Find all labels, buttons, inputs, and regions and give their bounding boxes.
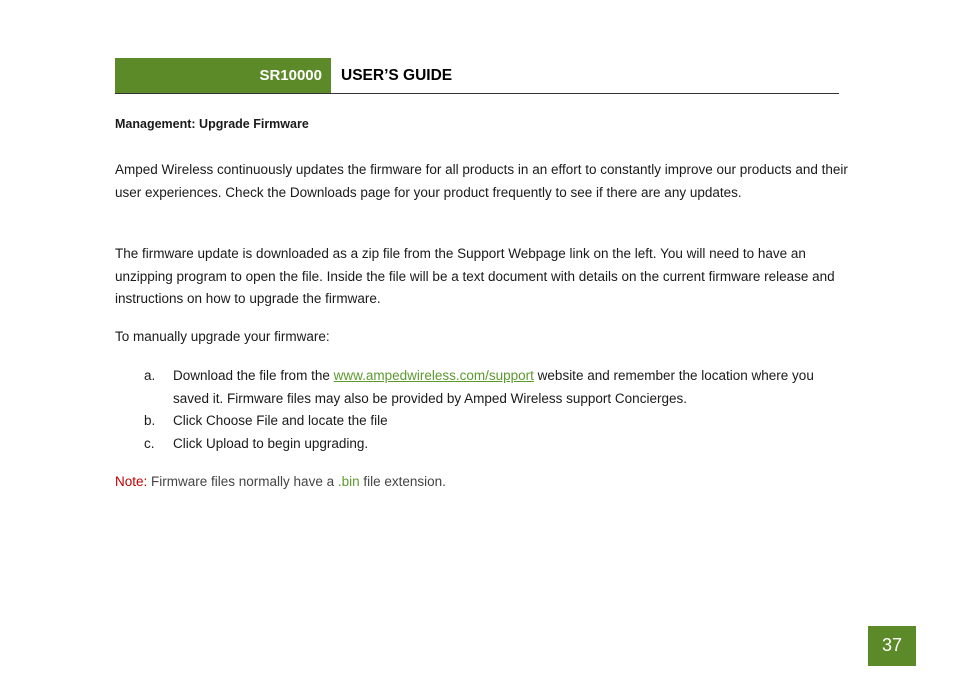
step-text-after: website and remember the location where you saved it. Firmware files may also be provided by Amped Wireless support Concierges. [173,368,814,406]
step-letter: b. [144,413,156,428]
note [115,471,446,494]
support-link[interactable]: www.ampedwireless.com/support [333,368,534,383]
model-badge: SR10000 [115,58,331,93]
download-paragraph: The firmware update is downloaded as a zip file from the Support Webpage link on the left. You will need to have an unzipping program to open the file. Inside the file will be a text document with details on the current firmware release and instructions on how to upgrade the firmware. [115,246,835,306]
list-item [115,433,850,456]
step-letter: c. [144,435,155,451]
step-text: Click Upload to begin upgrading. [173,435,369,451]
page-header [115,58,839,94]
note-text-after: file extension. [359,474,446,489]
instructions-lead: To manually upgrade your firmware: [115,329,330,344]
list-item [115,365,850,410]
guide-title: USER’S GUIDE [341,67,453,84]
list-item [115,410,850,433]
section-title: Management: Upgrade Firmware [115,117,309,131]
file-extension: .bin [337,474,360,489]
step-letter: a. [144,368,156,383]
step-text-before: Download the file from the [173,368,334,383]
intro-paragraph: Amped Wireless continuously updates the firmware for all products in an effort to constantly improve our products and their user experiences. Check the Downloads page for your product frequently to see if there are any updates. [115,162,848,200]
note-label: Note: [115,474,148,489]
upgrade-steps-list [115,365,850,455]
note-text-before: Firmware files normally have a [147,474,338,489]
page-number: 37 [868,626,916,666]
step-text: Click Choose File and locate the file [173,413,388,428]
